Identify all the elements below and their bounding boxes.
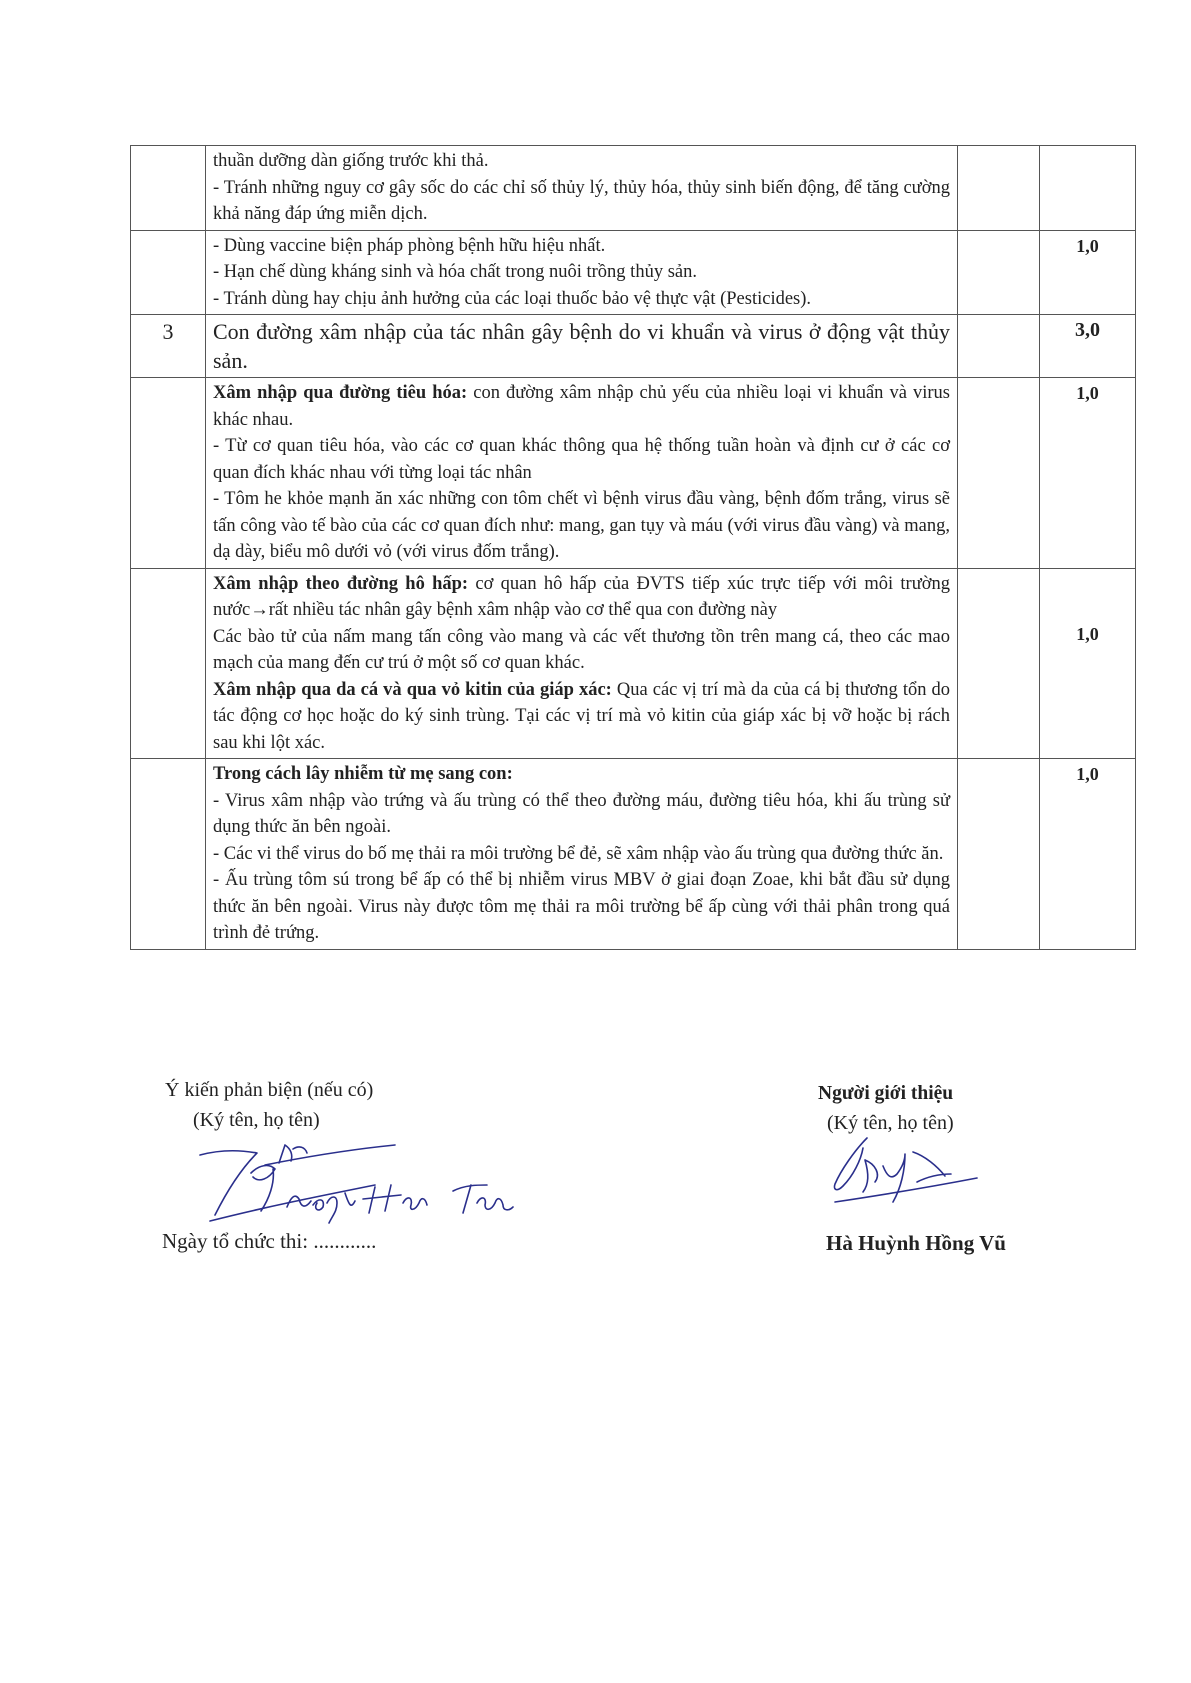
answer-line: - Dùng vaccine biện pháp phòng bệnh hữu hiệu nhất. [213,235,606,256]
answer-line: - Từ cơ quan tiêu hóa, vào các cơ quan khác thông qua hệ thống tuần hoàn và định cư ở các cơ quan đích khác nhau với từng loại tác nhân [213,436,950,483]
answer-key-table [130,145,1136,950]
answer-paragraph [213,571,950,624]
answer-line: - Các vi thể virus do bố mẹ thải ra môi trường bể đẻ, sẽ xâm nhập vào ấu trùng qua đường thức ăn. [213,843,944,864]
score-cell [1040,146,1136,231]
reviewer-label: Ý kiến phản biện (nếu có) [165,1079,374,1101]
question-number-cell [131,146,206,231]
question-number-cell [131,759,206,950]
answer-text: Qua các vị trí mà da của cá bị thương tổn do tác động cơ học hoặc do ký sinh trùng. Tại các vị trí mà vỏ kitin của giáp xác bị vỡ hoặc bị rách sau khi lột xác. [213,679,950,753]
question-number-cell [131,568,206,759]
answer-heading: Trong cách lây nhiễm từ mẹ sang con: [213,764,513,784]
empty-cell [958,568,1040,759]
question-number-cell [131,230,206,315]
answer-line: thuần dưỡng dàn giống trước khi thả. [213,151,489,171]
table-row [131,146,1136,231]
answer-line: - Tránh những nguy cơ gây sốc do các chỉ số thủy lý, thủy hóa, thủy sinh biến động, để tăng cường khả năng đáp ứng miễn dịch. [213,177,950,224]
table-row [131,759,1136,950]
reviewer-signature [195,1135,525,1230]
exam-date: Ngày tổ chức thi: ............ [162,1229,377,1253]
answer-paragraph [213,380,950,433]
table-row [131,315,1136,378]
introducer-signature [825,1130,985,1210]
question-number-cell: 3 [131,315,206,378]
answer-line: - Tránh dùng hay chịu ảnh hưởng của các loại thuốc bảo vệ thực vật (Pesticides). [213,288,812,309]
table-row [131,568,1136,759]
empty-cell [958,230,1040,315]
answer-heading: Xâm nhập theo đường hô hấp: [213,573,469,594]
introducer-name: Hà Huỳnh Hồng Vũ [826,1231,1006,1255]
score-cell: 3,0 [1040,315,1136,378]
empty-cell [958,146,1040,231]
answer-line: - Tôm he khỏe mạnh ăn xác những con tôm chết vì bệnh virus đầu vàng, bệnh đốm trắng, virus sẽ tấn công vào tế bào của các cơ quan đích như: mang, gan tụy và máu (với virus đầu vàng) và mang, dạ dày, biểu mô dưới vỏ (với virus đốm trắng). [213,489,950,562]
answer-heading: Xâm nhập qua da cá và qua vỏ kitin của giáp xác: [213,679,612,700]
answer-text: con đường xâm nhập chủ yếu của nhiều loại vi khuẩn và virus khác nhau. [213,383,950,430]
answer-line: - Virus xâm nhập vào trứng và ấu trùng có thể theo đường máu, đường tiêu hóa, khi ấu trùng sử dụng thức ăn bên ngoài. [213,790,950,837]
score-cell: 1,0 [1040,568,1136,759]
score-cell: 1,0 [1040,759,1136,950]
question-text-cell: Con đường xâm nhập của tác nhân gây bệnh do vi khuẩn và virus ở động vật thủy sản. [206,315,958,378]
reviewer-sign-instruction: (Ký tên, họ tên) [193,1109,320,1131]
empty-cell [958,378,1040,569]
table-row [131,230,1136,315]
answer-heading: Xâm nhập qua đường tiêu hóa: [213,383,468,403]
answer-paragraph [213,677,950,757]
answer-content-cell [206,146,958,231]
answer-line: Các bào tử của nấm mang tấn công vào mang và các vết thương tồn trên mang cá, theo các mao mạch của mang đến cư trú ở một số cơ quan khác. [213,626,950,673]
empty-cell [958,759,1040,950]
answer-content-cell [206,378,958,569]
answer-content-cell [206,568,958,759]
introducer-sign-instruction: (Ký tên, họ tên) [827,1112,954,1134]
table-row [131,378,1136,569]
answer-text: cơ quan hô hấp của ĐVTS tiếp xúc trực tiếp với môi trường nước→rất nhiều tác nhân gây bệnh xâm nhập vào cơ thể qua con đường này [213,573,951,620]
answer-content-cell [206,759,958,950]
score-cell: 1,0 [1040,378,1136,569]
answer-content-cell [206,230,958,315]
score-cell: 1,0 [1040,230,1136,315]
answer-line: - Ấu trùng tôm sú trong bể ấp có thể bị nhiễm virus MBV ở giai đoạn Zoae, khi bắt đầu sử dụng thức ăn bên ngoài. Virus này được tôm mẹ thải ra môi trường bể ấp cùng với thải phân trong quá trình đẻ trứng. [213,870,950,943]
introducer-label: Người giới thiệu [818,1083,954,1104]
empty-cell [958,315,1040,378]
answer-line: - Hạn chế dùng kháng sinh và hóa chất trong nuôi trồng thủy sản. [213,262,697,282]
question-number-cell [131,378,206,569]
